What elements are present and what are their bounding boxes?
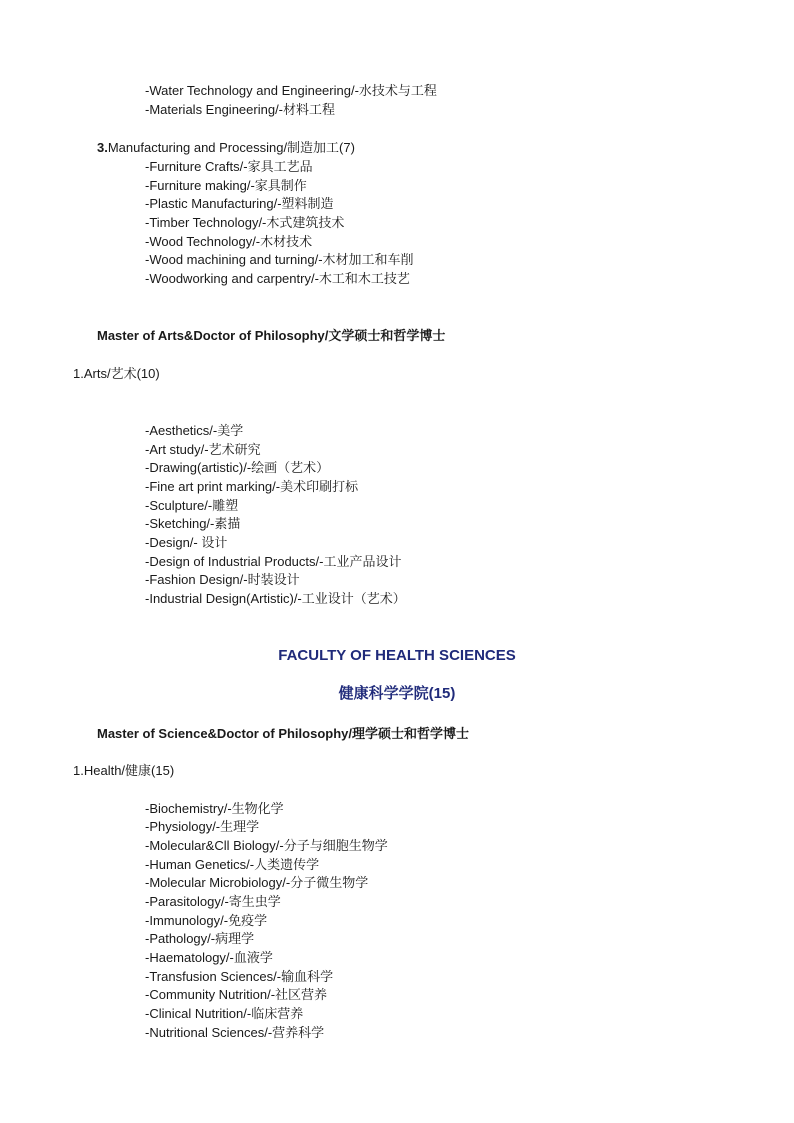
list-item: -Molecular&Cll Biology/-分子与细胞生物学 [145, 838, 388, 853]
list-item: -Sculpture/-雕塑 [145, 498, 239, 513]
list-item: -Pathology/-病理学 [145, 931, 255, 946]
list-item: -Sketching/-素描 [145, 516, 241, 531]
list-item: -Plastic Manufacturing/-塑料制造 [145, 196, 334, 211]
list-item: -Water Technology and Engineering/-水技术与工程 [145, 83, 437, 98]
degree-heading-health: Master of Science&Doctor of Philosophy/理学硕士和哲学博士 [97, 726, 469, 741]
faculty-title-cn: 健康科学学院(15) [338, 685, 456, 702]
list-item: -Immunology/-免疫学 [145, 913, 268, 928]
heading-text: Manufacturing and Processing/制造加工(7) [107, 140, 355, 155]
list-item: -Nutritional Sciences/-营养科学 [145, 1025, 325, 1040]
list-item: -Aesthetics/-美学 [145, 423, 244, 438]
list-item: -Design of Industrial Products/-工业产品设计 [145, 554, 402, 569]
list-item: -Woodworking and carpentry/-木工和木工技艺 [145, 271, 410, 286]
degree-heading-arts: Master of Arts&Doctor of Philosophy/文学硕士和哲学博士 [97, 328, 446, 343]
list-item: -Materials Engineering/-材料工程 [145, 102, 336, 117]
list-item: -Furniture Crafts/-家具工艺品 [145, 159, 313, 174]
category-heading-health: 1.Health/健康(15) [73, 763, 175, 778]
list-item: -Fine art print marking/-美术印刷打标 [145, 479, 359, 494]
category-heading-arts: 1.Arts/艺术(10) [73, 366, 160, 381]
list-item: -Human Genetics/-人类遗传学 [145, 857, 320, 872]
list-item: -Furniture making/-家具制作 [145, 178, 307, 193]
list-item: -Physiology/-生理学 [145, 819, 260, 834]
list-item: -Wood Technology/-木材技术 [145, 234, 313, 249]
list-item: -Industrial Design(Artistic)/-工业设计（艺术） [145, 591, 406, 606]
faculty-title-en: FACULTY OF HEALTH SCIENCES [278, 647, 516, 664]
list-item: -Transfusion Sciences/-输血科学 [145, 969, 334, 984]
list-item: -Haematology/-血液学 [145, 950, 273, 965]
list-item: -Design/- 设计 [145, 535, 228, 550]
list-item: -Biochemistry/-生物化学 [145, 801, 284, 816]
list-item: -Molecular Microbiology/-分子微生物学 [145, 875, 369, 890]
list-item: -Wood machining and turning/-木材加工和车削 [145, 252, 414, 267]
list-item: -Drawing(artistic)/-绘画（艺术） [145, 460, 330, 475]
list-item: -Clinical Nutrition/-临床营养 [145, 1006, 304, 1021]
list-item: -Community Nutrition/-社区营养 [145, 987, 328, 1002]
list-item: -Parasitology/-寄生虫学 [145, 894, 281, 909]
list-item: -Fashion Design/-时装设计 [145, 572, 300, 587]
section-heading-manufacturing [97, 139, 355, 157]
heading-number: 3. [97, 140, 108, 155]
list-item: -Timber Technology/-木式建筑技术 [145, 215, 345, 230]
list-item: -Art study/-艺术研究 [145, 442, 261, 457]
